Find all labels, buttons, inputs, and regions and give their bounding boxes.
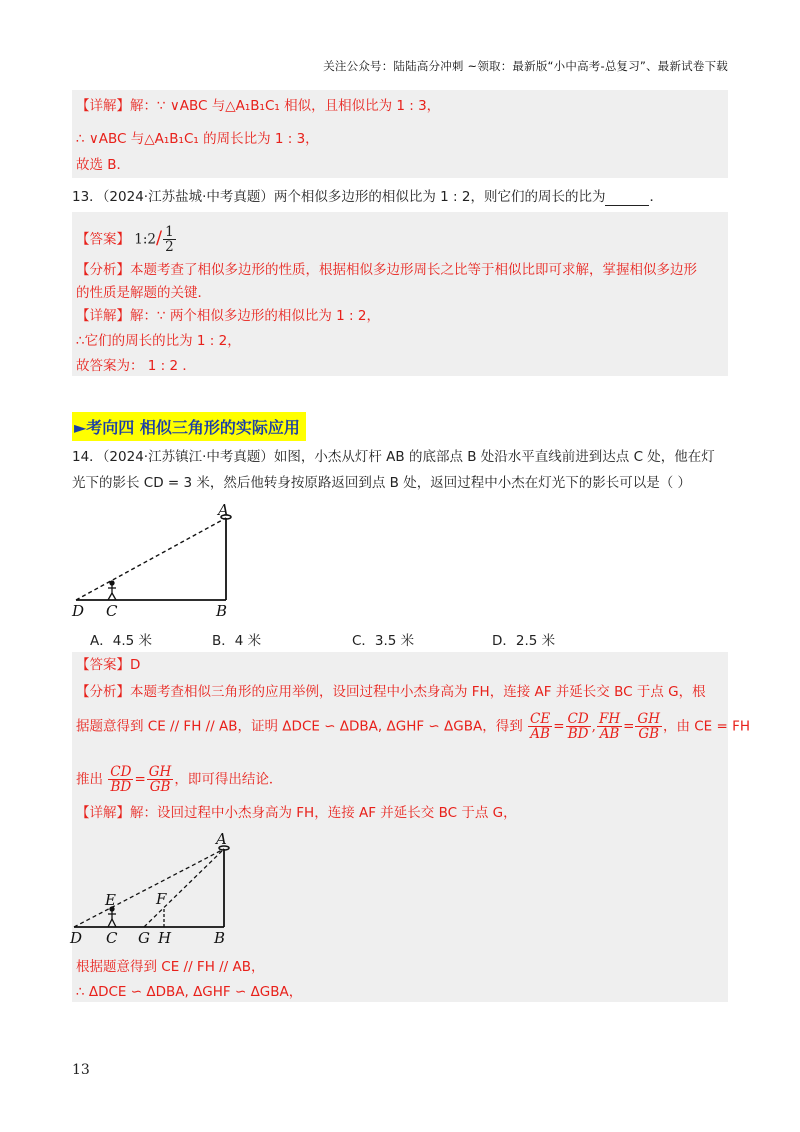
fig2-label-d: D [70, 929, 83, 947]
q13-answer: 【答案】 1:2/ $\frac{1}{2}$ [76, 224, 174, 255]
q14-analysis-line2: 据题意得到 CE // FH // AB，证明 ΔDCE ∽ ΔDBA, ΔGHF ∽ ΔGBA，得到 $\frac{CE}{AB}$ = $\frac{CD}{BD}$ , $\frac{FH}{AB}$ = $\frac{GH}{GB}$ ，由 CE = FH [76, 711, 751, 742]
q14-stem-line1: 14．（2024·江苏镇江·中考真题）如图，小杰从灯杆 AB 的底部点 B 处沿水平直线前进到达点 C 处，他在灯 [72, 449, 715, 465]
page-header: 关注公众号：陆陆高分冲刺 ~领取：最新版“小中高考-总复习”、最新试卷下载 [323, 59, 728, 73]
q14-detail-line2: 根据题意得到 CE // FH // AB， [76, 959, 265, 975]
q13-analysis-line2: 的性质是解题的关键． [76, 285, 211, 301]
q14-answer-block [70, 652, 751, 1002]
q14-detail-line3: ∴ ΔDCE ∽ ΔDBA, ΔGHF ∽ ΔGBA， [76, 984, 303, 1000]
person-icon [108, 581, 116, 600]
fig2-label-b: B [214, 929, 226, 947]
fig1-label-c: C [106, 602, 118, 620]
q13-detail-line2: ∴它们的周长的比为 1 : 2， [76, 333, 241, 349]
q12-detail-block [72, 90, 728, 178]
q13-analysis-line1: 【分析】本题考查了相似多边形的性质，根据相似多边形周长之比等于相似比即可求解，掌握相似多边形 [76, 262, 697, 278]
q14-stem-line2: 光下的影长 CD = 3 米，然后他转身按原路返回到点 B 处，返回过程中小杰在灯光下的影长可以是（ ） [72, 475, 692, 491]
fig2-label-f: F [156, 890, 167, 908]
q14-answer: 【答案】D [76, 657, 141, 673]
q14-detail-line1: 【详解】解：设回过程中小杰身高为 FH，连接 AF 并延长交 BC 于点 G， [76, 805, 517, 821]
light-ray [76, 518, 226, 600]
option-a[interactable]: A．4.5 米 [90, 633, 152, 649]
page-number: 13 [72, 1062, 90, 1078]
q14-analysis-line3: 推出 $\frac{CD}{BD}$ = $\frac{GH}{GB}$ ，即可得出结论． [76, 764, 283, 795]
answer-blank [605, 191, 649, 206]
light-ray-2 [144, 849, 224, 927]
fig1-label-a: A [218, 501, 229, 519]
option-c[interactable]: C．3.5 米 [352, 633, 415, 649]
person-icon [108, 907, 116, 927]
q14-figure-2 [64, 827, 244, 947]
fig2-label-h: H [158, 929, 172, 947]
fig2-label-e: E [105, 891, 116, 909]
fig2-label-g: G [138, 929, 150, 947]
fig2-label-c: C [106, 929, 118, 947]
option-b[interactable]: B．4 米 [212, 633, 262, 649]
q14-figure-1 [60, 500, 260, 620]
q13-detail-line3: 故答案为： 1 : 2 ． [76, 358, 196, 374]
light-ray-1 [74, 849, 224, 927]
q12-detail-line2: ∴ ∨ABC 与△A₁B₁C₁ 的周长比为 1 : 3， [76, 131, 319, 147]
option-d[interactable]: D．2.5 米 [492, 633, 556, 649]
section-title: ►考向四 相似三角形的实际应用 [72, 412, 306, 441]
q14-analysis-line1: 【分析】本题考查相似三角形的应用举例，设回过程中小杰身高为 FH，连接 AF 并延长交 BC 于点 G，根 [76, 684, 706, 700]
q13-answer-block [72, 212, 728, 376]
q13-stem: 13．（2024·江苏盐城·中考真题）两个相似多边形的相似比为 1 : 2，则它们的周长的比为 ． [72, 189, 663, 205]
fig2-label-a: A [216, 830, 227, 848]
q12-detail-line1: 【详解】解：∵ ∨ABC 与△A₁B₁C₁ 相似，且相似比为 1 : 3， [76, 98, 441, 114]
fig1-label-b: B [216, 602, 228, 620]
q12-detail-line3: 故选 B． [76, 157, 131, 173]
fig1-label-d: D [72, 602, 85, 620]
q13-detail-line1: 【详解】解：∵ 两个相似多边形的相似比为 1 : 2， [76, 308, 380, 324]
